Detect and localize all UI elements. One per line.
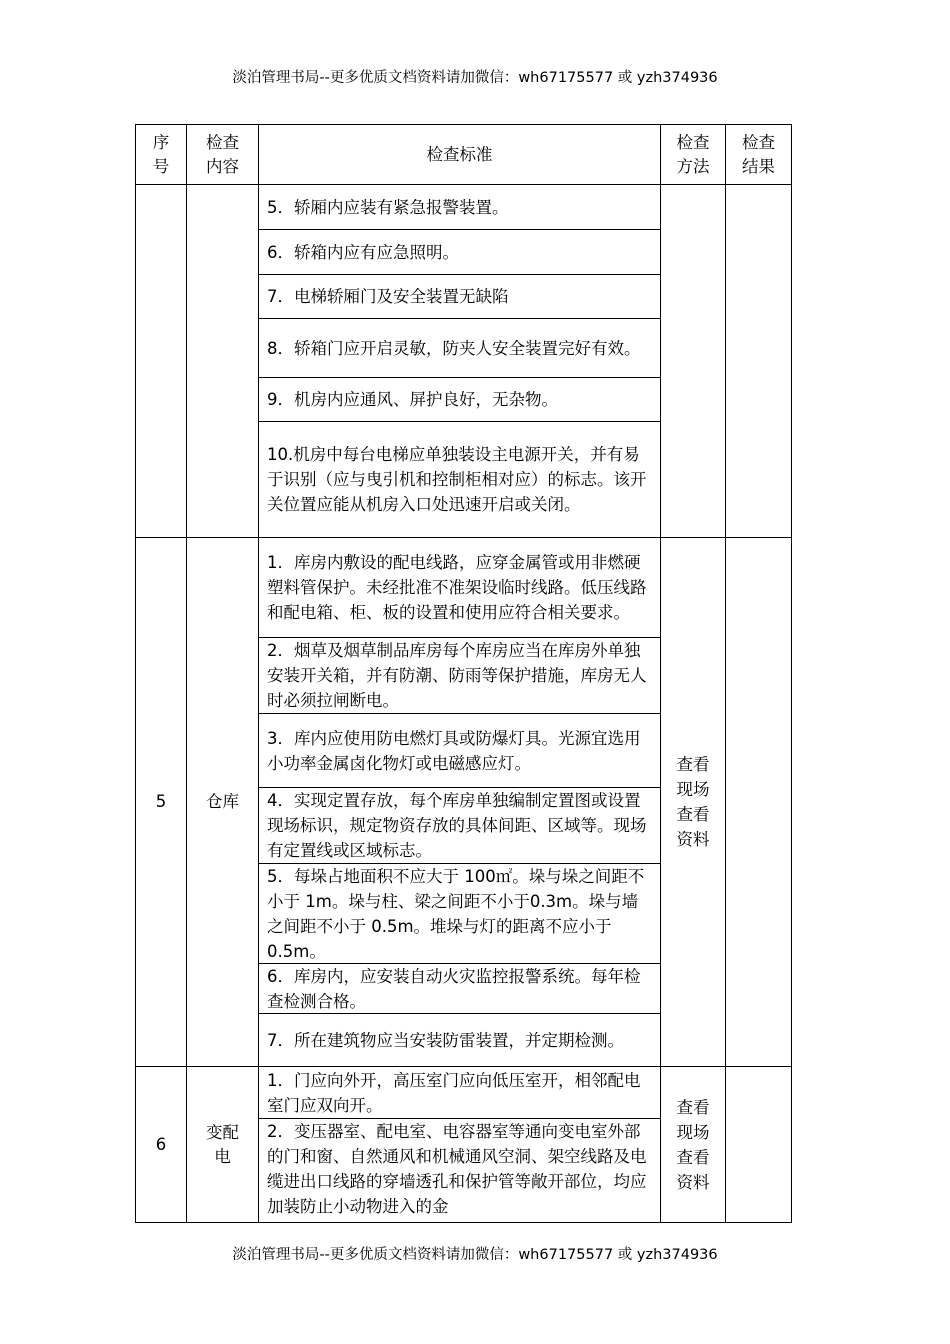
standard-item: 2．烟草及烟草制品库房每个库房应当在库房外单独安装开关箱，并有防潮、防雨等保护措施，库房无人时必须拉闸断电。 (259, 638, 660, 714)
table-header-row (136, 125, 792, 185)
header-seq: 序号 (136, 125, 187, 185)
standard-item: 6．库房内，应安装自动火灾监控报警系统。每年检查检测合格。 (259, 964, 660, 1014)
standard-item: 5．每垛占地面积不应大于 100㎡。垛与垛之间距不小于 1m。垛与柱、梁之间距不小于0.3m。垛与墙之间距不小于 0.5m。堆垛与灯的距离不应小于0.5m。 (259, 864, 660, 964)
standard-item: 10.机房中每台电梯应单独装设主电源开关，并有易于识别（应与曳引机和控制柜相对应）的标志。该开关位置应能从机房入口处迅速开启或关闭。 (267, 445, 647, 514)
method-cell: 查看现场查看资料 (661, 1067, 726, 1223)
standard-item: 7．所在建筑物应当安装防雷装置，并定期检测。 (267, 1030, 624, 1050)
header-result: 检查结果 (726, 125, 792, 185)
standard-item: 6．轿箱内应有应急照明。 (259, 230, 660, 275)
standard-item: 8．轿箱门应开启灵敏，防夹人安全装置完好有效。 (259, 319, 660, 378)
standard-item: 9．机房内应通风、屏护良好，无杂物。 (259, 378, 660, 422)
standard-cell (259, 538, 661, 1067)
header-content: 检查内容 (187, 125, 259, 185)
table-row (136, 1067, 792, 1223)
page-footer: 淡泊管理书局--更多优质文档资料请加微信：wh67175577 或 yzh374936 (232, 1247, 718, 1263)
standard-item: 1．库房内敷设的配电线路，应穿金属管或用非燃硬塑料管保护。未经批准不准架设临时线路。低压线路和配电箱、柜、板的设置和使用应符合相关要求。 (259, 538, 660, 638)
seq-cell: 5 (136, 538, 187, 1067)
method-cell: 查看现场查看资料 (661, 538, 726, 1067)
seq-cell (136, 185, 187, 538)
result-cell (726, 538, 792, 1067)
standard-item: 2．变压器室、配电室、电容器室等通向变电室外部的门和窗、自然通风和机械通风空洞、架空线路及电缆进出口线路的穿墙透孔和保护管等敞开部位，均应加装防止小动物进入的金 (267, 1122, 647, 1216)
standard-item: 7．电梯轿厢门及安全装置无缺陷 (259, 275, 660, 319)
method-cell (661, 185, 726, 538)
header-standard: 检查标准 (259, 125, 661, 185)
table-row (136, 538, 792, 1067)
header-method: 检查方法 (661, 125, 726, 185)
standard-item: 4．实现定置存放，每个库房单独编制定置图或设置现场标识，规定物资存放的具体间距、区域等。现场有定置线或区域标志。 (259, 788, 660, 864)
content-cell (187, 185, 259, 538)
standard-item: 3．库内应使用防电燃灯具或防爆灯具。光源宜选用小功率金属卤化物灯或电磁感应灯。 (259, 714, 660, 788)
page-header: 淡泊管理书局--更多优质文档资料请加微信：wh67175577 或 yzh374936 (232, 70, 718, 86)
standard-cell (259, 185, 661, 538)
content-cell: 变配电 (187, 1067, 259, 1223)
result-cell (726, 1067, 792, 1223)
standard-item: 1．门应向外开，高压室门应向低压室开，相邻配电室门应双向开。 (259, 1067, 660, 1119)
content-cell: 仓库 (187, 538, 259, 1067)
inspection-table (135, 124, 792, 1223)
table-row (136, 185, 792, 538)
result-cell (726, 185, 792, 538)
standard-item: 5．轿厢内应装有紧急报警装置。 (259, 185, 660, 230)
standard-cell (259, 1067, 661, 1223)
seq-cell: 6 (136, 1067, 187, 1223)
